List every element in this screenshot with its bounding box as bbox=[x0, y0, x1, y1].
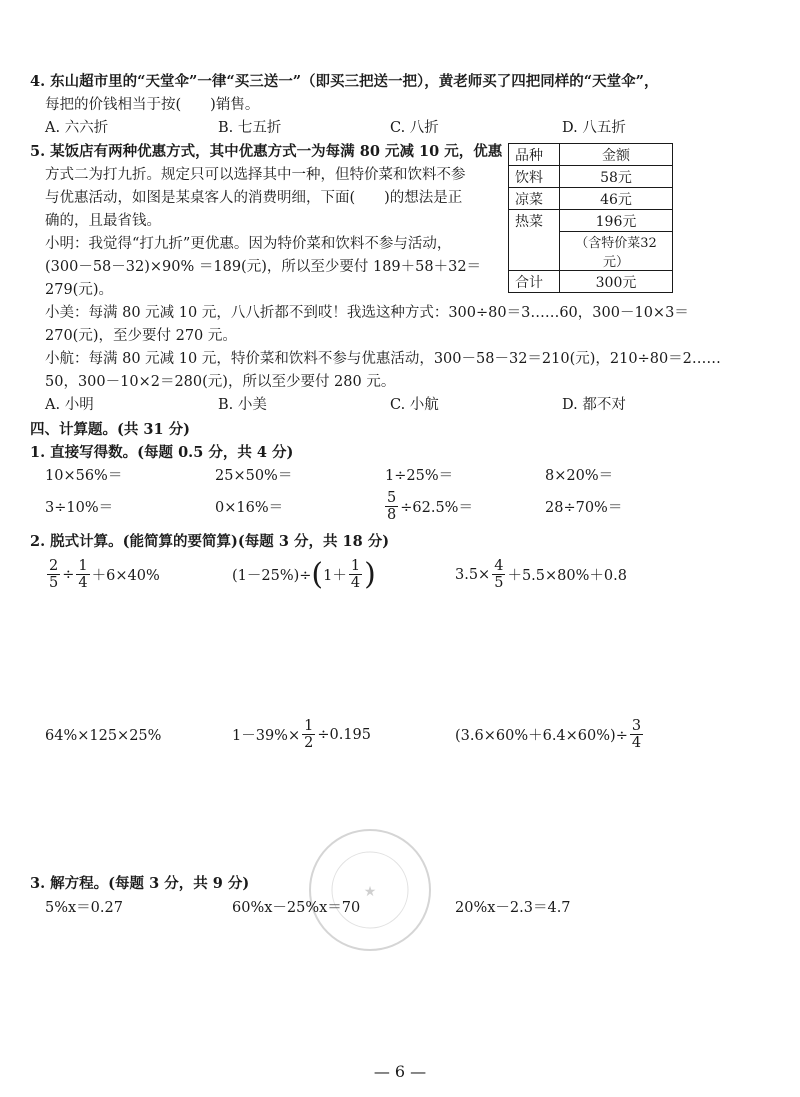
expression-3: 3.5× $\frac{4}{5}$ ＋5.5×80%＋0.8 bbox=[455, 558, 627, 591]
table-cell: 58元 bbox=[560, 166, 673, 188]
oral-calc-item: $\frac{5}{8}$ ÷62.5%＝ bbox=[387, 490, 473, 523]
fraction: $\frac{1}{4}$ bbox=[78, 558, 88, 591]
fraction: $\frac{3}{4}$ bbox=[631, 718, 642, 751]
q5-line7: 279(元)。 bbox=[45, 282, 113, 298]
q5-option-a: A. 小明 bbox=[45, 397, 94, 413]
oral-calc-item: 1÷25%＝ bbox=[385, 468, 454, 484]
q5-line2: 方式二为打九折。规定只可以选择其中一种，但特价菜和饮料不参 bbox=[45, 167, 466, 183]
svg-text:★: ★ bbox=[363, 884, 377, 900]
table-header-cell: 金额 bbox=[560, 144, 673, 166]
expression-5: 1－39%× $\frac{1}{2}$ ÷0.195 bbox=[232, 718, 372, 751]
fraction: $\frac{1}{4}$ bbox=[350, 558, 361, 591]
fraction: $\frac{2}{5}$ bbox=[49, 558, 59, 591]
watermark-stamp bbox=[300, 820, 440, 960]
table-cell: 300元 bbox=[560, 271, 673, 293]
q4-option-b: B. 七五折 bbox=[218, 120, 282, 136]
oral-calc-item: 25×50%＝ bbox=[215, 468, 293, 484]
table-cell: 凉菜 bbox=[509, 188, 560, 210]
table-cell: 饮料 bbox=[509, 166, 560, 188]
equation: 20%x－2.3＝4.7 bbox=[455, 900, 571, 916]
table-cell: 46元 bbox=[560, 188, 673, 210]
oral-calc-item: 0×16%＝ bbox=[215, 500, 284, 516]
q5-line5: 小明：我觉得“打九折”更优惠。因为特价菜和饮料不参与活动， bbox=[45, 236, 452, 252]
table-cell: 合计 bbox=[509, 271, 560, 293]
q5-line4: 确的，且最省钱。 bbox=[45, 213, 161, 229]
fraction: $\frac{5}{8}$ bbox=[387, 490, 397, 523]
table-cell: 196元 bbox=[560, 210, 673, 232]
table-row bbox=[509, 188, 673, 210]
q5-line1: 5. 某饭店有两种优惠方式，其中优惠方式一为每满 80 元减 10 元，优惠 bbox=[30, 143, 503, 160]
part3-title: 3. 解方程。(每题 3 分，共 9 分) bbox=[30, 875, 250, 892]
q4-option-a: A. 六六折 bbox=[45, 120, 109, 136]
table-row bbox=[509, 210, 673, 232]
table-header-cell: 品种 bbox=[509, 144, 560, 166]
oral-calc-item: 3÷10%＝ bbox=[45, 500, 114, 516]
equation: 60%x－25%x＝70 bbox=[232, 900, 361, 916]
table-cell bbox=[509, 232, 560, 271]
table-row bbox=[509, 232, 673, 271]
equation: 5%x＝0.27 bbox=[45, 900, 123, 916]
q5-option-b: B. 小美 bbox=[218, 397, 267, 413]
fraction: $\frac{4}{5}$ bbox=[494, 558, 504, 591]
q5-line11: 50，300－10×2＝280(元)，所以至少要付 280 元。 bbox=[45, 374, 396, 390]
q4-line1: 4. 东山超市里的“天堂伞”一律“买三送一”（即买三把送一把），黄老师买了四把同样的“天堂伞”， bbox=[30, 73, 659, 90]
q5-option-d: D. 都不对 bbox=[562, 397, 626, 413]
price-table bbox=[508, 143, 673, 293]
table-row bbox=[509, 144, 673, 166]
q5-line8: 小美：每满 80 元减 10 元，八八折都不到哎！我选这种方式：300÷80＝3……60，300－10×3＝ bbox=[45, 305, 689, 321]
q5-line3: 与优惠活动，如图是某桌客人的消费明细，下面( )的想法是正 bbox=[45, 190, 463, 206]
table-cell: 热菜 bbox=[509, 210, 560, 232]
oral-calc-item: 10×56%＝ bbox=[45, 468, 123, 484]
expression-1: $\frac{2}{5}$ ÷ $\frac{1}{4}$ ＋6×40% bbox=[49, 558, 160, 591]
expression-4: 64%×125×25% bbox=[45, 728, 162, 744]
table-cell: （含特价菜32元） bbox=[560, 232, 673, 271]
table-row bbox=[509, 271, 673, 293]
part1-title: 1. 直接写得数。(每题 0.5 分，共 4 分) bbox=[30, 444, 294, 461]
page-number: — 6 — bbox=[373, 1062, 427, 1081]
part2-title: 2. 脱式计算。(能简算的要简算)(每题 3 分，共 18 分) bbox=[30, 533, 390, 550]
section-title: 四、计算题。(共 31 分) bbox=[30, 421, 190, 438]
oral-calc-item: 8×20%＝ bbox=[545, 468, 614, 484]
q4-option-c: C. 八折 bbox=[390, 120, 439, 136]
oral-calc-item: 28÷70%＝ bbox=[545, 500, 623, 516]
q4-option-d: D. 八五折 bbox=[562, 120, 626, 136]
table-row bbox=[509, 166, 673, 188]
expression-6: (3.6×60%＋6.4×60%)÷ $\frac{3}{4}$ bbox=[455, 718, 642, 751]
expression-2: (1－25%)÷ ( 1＋ $\frac{1}{4}$ ) bbox=[232, 556, 376, 592]
q5-line10: 小航：每满 80 元减 10 元，特价菜和饮料不参与优惠活动，300－58－32＝210(元)，210÷80＝2…… bbox=[45, 351, 721, 367]
q5-line9: 270(元)，至少要付 270 元。 bbox=[45, 328, 237, 344]
q5-line6: (300－58－32)×90% ＝189(元)，所以至少要付 189＋58＋32＝ bbox=[45, 259, 482, 275]
fraction: $\frac{1}{2}$ bbox=[304, 718, 314, 751]
q5-option-c: C. 小航 bbox=[390, 397, 439, 413]
q4-line2: 每把的价钱相当于按( )销售。 bbox=[45, 97, 260, 113]
